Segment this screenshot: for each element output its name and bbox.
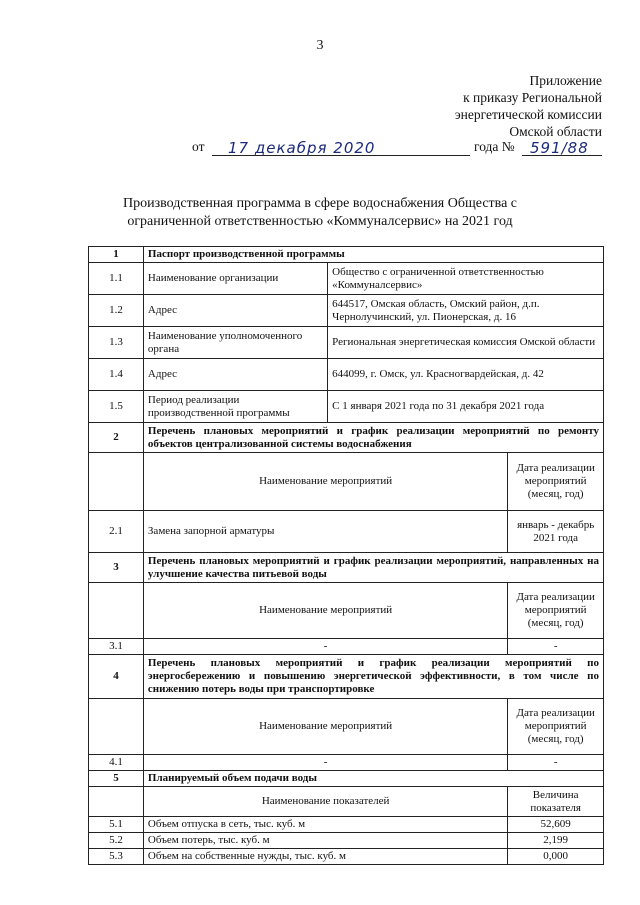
title-line: ограниченной ответственностью «Коммуналсервис» на 2021 год — [127, 214, 513, 229]
row-value: Общество с ограниченной ответственностью «Коммуналсервис» — [328, 263, 604, 295]
section-header — [89, 423, 604, 453]
section-title: Паспорт производственной программы — [143, 247, 603, 263]
row-number: 4.1 — [89, 755, 144, 771]
column-header: Дата реализации мероприятий (месяц, год) — [508, 453, 604, 511]
table-row — [89, 817, 604, 833]
row-number: 1.1 — [89, 263, 144, 295]
row-value: Региональная энергетическая комиссия Омской области — [328, 327, 604, 359]
row-date: январь - декабрь 2021 года — [508, 511, 604, 553]
section-title: Перечень плановых мероприятий и график реализации мероприятий по ремонту объектов централизованной системы водоснабжения — [143, 423, 603, 453]
appendix-line: энергетической комиссии — [454, 107, 602, 122]
row-number: 5.3 — [89, 849, 144, 865]
section-title: Планируемый объем подачи воды — [143, 771, 603, 787]
row-value: 644517, Омская область, Омский район, д.п. Чернолучинский, ул. Пионерская, д. 16 — [328, 295, 604, 327]
order-number-handwritten: 591/88 — [530, 139, 589, 157]
row-value: 644099, г. Омск, ул. Красногвардейская, д. 42 — [328, 359, 604, 391]
table-row — [89, 511, 604, 553]
table-row — [89, 391, 604, 423]
row-label: Адрес — [143, 295, 327, 327]
empty-cell — [89, 453, 144, 511]
row-value: 0,000 — [508, 849, 604, 865]
order-reference — [192, 139, 602, 159]
page-number: 3 — [316, 38, 324, 53]
row-number: 1.5 — [89, 391, 144, 423]
row-number: 1.3 — [89, 327, 144, 359]
row-number: 5.2 — [89, 833, 144, 849]
row-name: Замена запорной арматуры — [143, 511, 507, 553]
table-row — [89, 849, 604, 865]
section-number: 1 — [89, 247, 144, 263]
appendix-line: к приказу Региональной — [463, 90, 602, 105]
order-date-handwritten: 17 декабря 2020 — [228, 139, 376, 157]
table-row — [89, 359, 604, 391]
row-value: 2,199 — [508, 833, 604, 849]
column-header-row — [89, 787, 604, 817]
row-label: Адрес — [143, 359, 327, 391]
order-year-label: года № — [474, 139, 515, 154]
row-number: 3.1 — [89, 639, 144, 655]
row-name: Объем отпуска в сеть, тыс. куб. м — [143, 817, 507, 833]
row-label: Наименование уполномоченного органа — [143, 327, 327, 359]
row-number: 2.1 — [89, 511, 144, 553]
column-header: Дата реализации мероприятий (месяц, год) — [508, 583, 604, 639]
section-title: Перечень плановых мероприятий и график реализации мероприятий по энергосбережению и повышению энергетической эффективности, в том числе по снижению потерь воды при транспортировке — [143, 655, 603, 699]
column-header: Наименование мероприятий — [143, 699, 507, 755]
appendix-line: Приложение — [529, 73, 602, 88]
table-row — [89, 755, 604, 771]
table-row — [89, 263, 604, 295]
row-name: - — [143, 639, 507, 655]
section-header — [89, 655, 604, 699]
appendix-line: Омской области — [509, 124, 602, 139]
program-table — [88, 246, 604, 865]
column-header: Наименование мероприятий — [143, 453, 507, 511]
row-label: Наименование организации — [143, 263, 327, 295]
row-date: - — [508, 755, 604, 771]
row-name: - — [143, 755, 507, 771]
row-value: С 1 января 2021 года по 31 декабря 2021 года — [328, 391, 604, 423]
table-row — [89, 295, 604, 327]
column-header: Наименование показателей — [143, 787, 507, 817]
row-date: - — [508, 639, 604, 655]
table-row — [89, 833, 604, 849]
order-prefix: от — [192, 139, 205, 154]
section-number: 3 — [89, 553, 144, 583]
column-header-row — [89, 699, 604, 755]
empty-cell — [89, 787, 144, 817]
column-header-row — [89, 583, 604, 639]
section-number: 5 — [89, 771, 144, 787]
section-number: 4 — [89, 655, 144, 699]
row-number: 1.2 — [89, 295, 144, 327]
column-header: Величина показателя — [508, 787, 604, 817]
row-number: 1.4 — [89, 359, 144, 391]
empty-cell — [89, 699, 144, 755]
section-header — [89, 553, 604, 583]
section-number: 2 — [89, 423, 144, 453]
column-header-row — [89, 453, 604, 511]
table-row — [89, 639, 604, 655]
empty-cell — [89, 583, 144, 639]
column-header: Дата реализации мероприятий (месяц, год) — [508, 699, 604, 755]
row-value: 52,609 — [508, 817, 604, 833]
row-name: Объем потерь, тыс. куб. м — [143, 833, 507, 849]
table-row — [89, 327, 604, 359]
row-number: 5.1 — [89, 817, 144, 833]
row-name: Объем на собственные нужды, тыс. куб. м — [143, 849, 507, 865]
section-header — [89, 771, 604, 787]
section-header — [89, 247, 604, 263]
section-title: Перечень плановых мероприятий и график реализации мероприятий, направленных на улучшение качества питьевой воды — [143, 553, 603, 583]
appendix-header — [455, 72, 602, 140]
document-title — [60, 195, 580, 231]
title-line: Производственная программа в сфере водоснабжения Общества с — [122, 196, 518, 211]
row-label: Период реализации производственной программы — [143, 391, 327, 423]
column-header: Наименование мероприятий — [143, 583, 507, 639]
